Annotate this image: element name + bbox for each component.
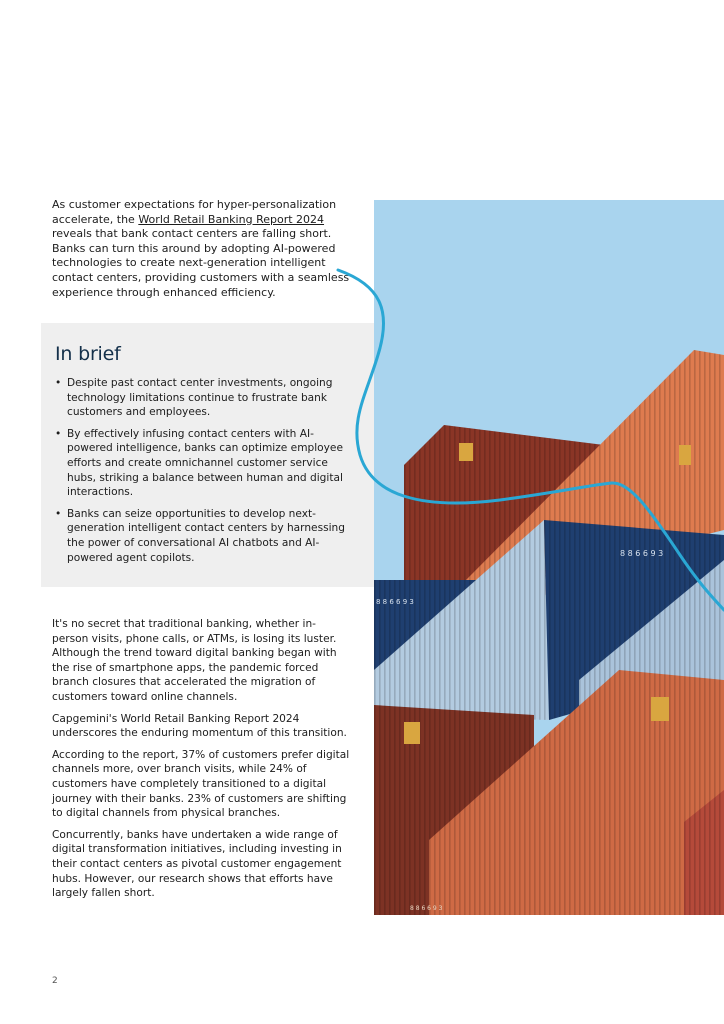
- list-item-text: By effectively infusing contact centers with AI-powered intelligence, banks can optimize employee efforts and create omnichannel customer service hubs, striking a balance between human and digital interactions.: [67, 427, 343, 499]
- shipping-containers-photo: [374, 200, 724, 915]
- report-link[interactable]: World Retail Banking Report 2024: [138, 212, 325, 226]
- body-paragraph: According to the report, 37% of customers prefer digital channels more, over branch visits, while 24% of customers have completely transitioned to a digital journey with their banks. 23% of customers are shifting to digital channels from physical branches.: [52, 748, 350, 820]
- container-label-plate: [459, 443, 473, 461]
- body-paragraph: Concurrently, banks have undertaken a wide range of digital transformation initiatives, including investing in their contact centers as pivotal customer engagement hubs. However, our research shows that efforts have largely fallen short.: [52, 828, 342, 900]
- in-brief-list: [55, 376, 355, 572]
- in-brief-box: [41, 323, 402, 587]
- page-number: 2: [52, 976, 58, 986]
- list-item-text: Despite past contact center investments, ongoing technology limitations continue to frustrate bank customers and employees.: [67, 377, 333, 419]
- bullet-icon: •: [55, 427, 62, 440]
- body-paragraph: It's no secret that traditional banking, whether in-person visits, phone calls, or ATMs, is losing its luster. Although the trend toward digital banking began with the rise of smartphone apps, the pandemic forced branch closures that accelerated the migration of customers toward online channels.: [52, 618, 337, 703]
- bullet-icon: •: [55, 507, 62, 520]
- container-code-left: 8 8 6 6 9 3: [376, 598, 414, 606]
- containers-image: [374, 200, 724, 915]
- intro-paragraph: [52, 198, 352, 300]
- container-code-center: 8 8 6 6 9 3: [620, 549, 664, 558]
- intro-text-end: reveals that bank contact centers are falling short. Banks can turn this around by adopting AI-powered technologies to create next-generation intelligent contact centers, providing customers with a seamless experience through enhanced efficiency.: [52, 227, 350, 299]
- list-item: [55, 427, 355, 500]
- list-item: [55, 376, 355, 420]
- container-code-bottom: 8 8 6 6 9 3: [410, 905, 443, 912]
- list-item-text: Banks can seize opportunities to develop next-generation intelligent contact centers by harnessing the power of conversational AI chatbots and AI-powered agent copilots.: [67, 507, 345, 564]
- body-paragraph: Capgemini's World Retail Banking Report 2024 underscores the enduring momentum of this transition.: [52, 712, 347, 740]
- bullet-icon: •: [55, 377, 62, 389]
- intro-text-start: As customer expectations for hyper-personalization accelerate, the: [52, 198, 337, 226]
- in-brief-title: In brief: [55, 343, 121, 365]
- list-item: [55, 507, 355, 565]
- body-text: [52, 617, 352, 908]
